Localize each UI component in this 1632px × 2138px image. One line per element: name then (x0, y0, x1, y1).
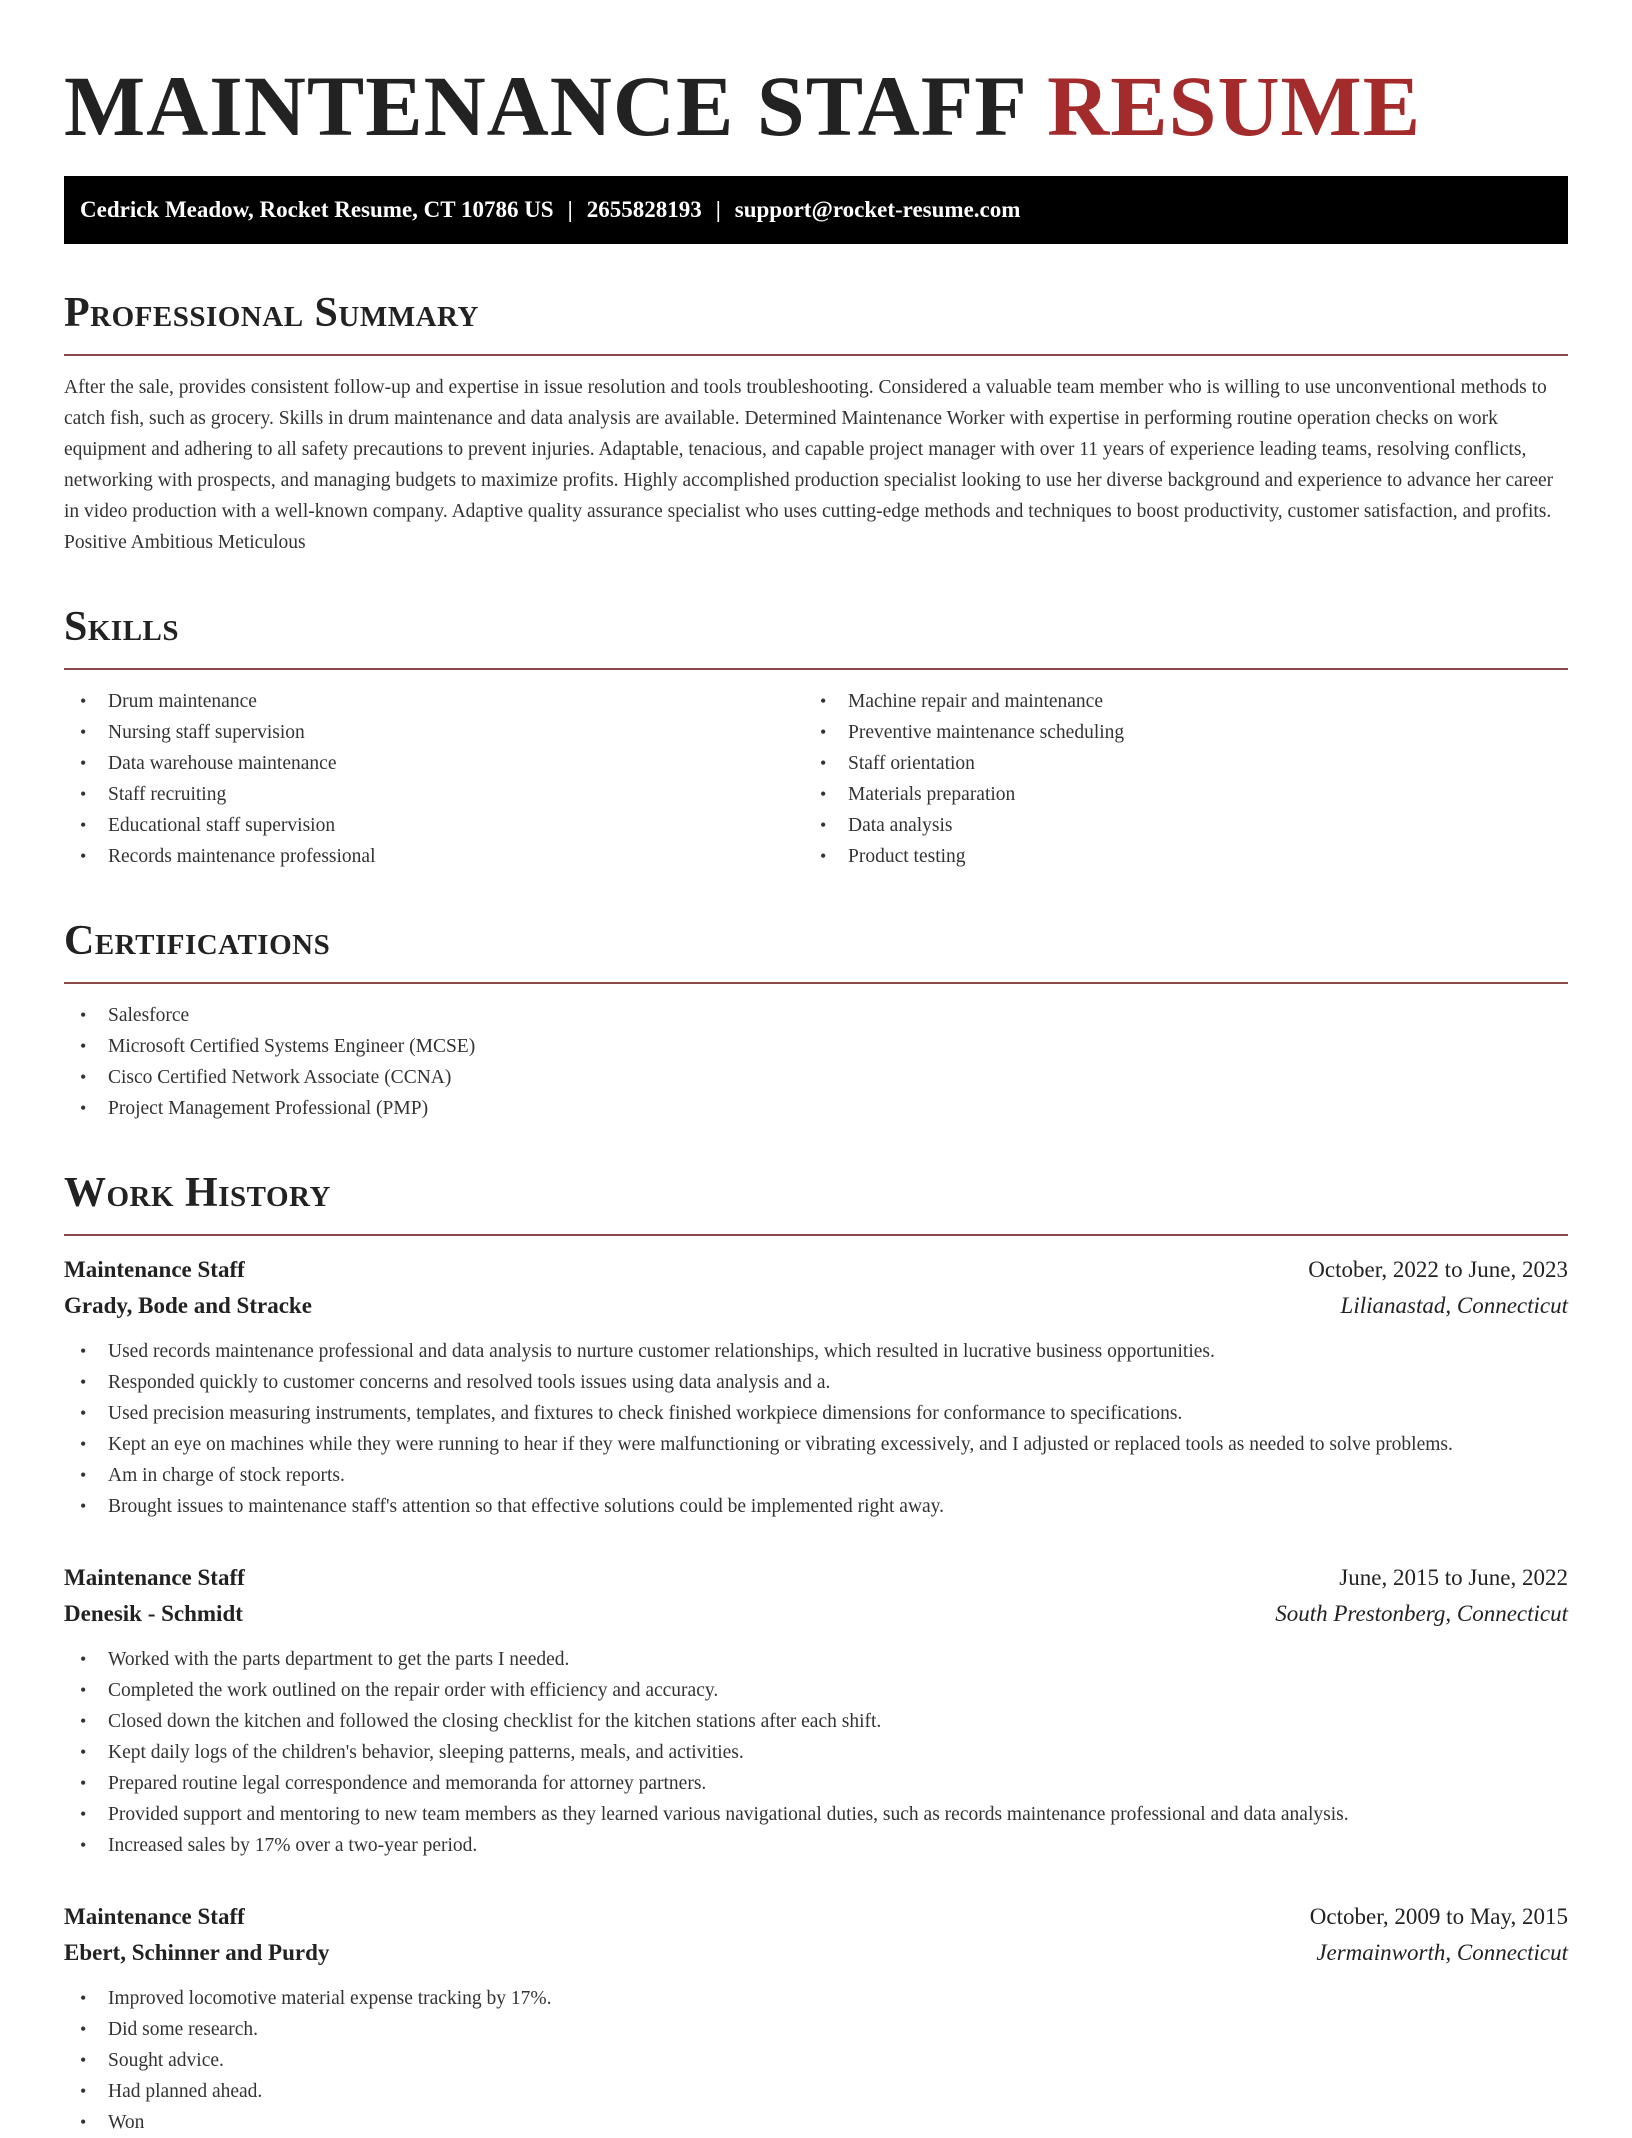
job-duties-list (64, 1336, 1568, 1522)
skill-item: • Product testing (804, 841, 1544, 872)
job-company-row (64, 1288, 1568, 1324)
job-duty-item: • Used precision measuring instruments, templates, and fixtures to check finished workpiece dimensions for conformance to specifications. (64, 1398, 1568, 1429)
skill-item: • Materials preparation (804, 779, 1544, 810)
skills-heading: Skills (64, 604, 180, 650)
job-duty-item: • Prepared routine legal correspondence and memoranda for attorney partners. (64, 1768, 1568, 1799)
job-duty-item: • Responded quickly to customer concerns and resolved tools issues using data analysis and a. (64, 1367, 1568, 1398)
job-company-row (64, 1596, 1568, 1632)
job-entry (64, 1560, 1568, 1861)
work-history-heading: Work History (64, 1170, 331, 1216)
job-duty-item: • Had planned ahead. (64, 2076, 1568, 2107)
job-duty-item: • Increased sales by 17% over a two-year period. (64, 1830, 1568, 1861)
skill-item: • Drum maintenance (64, 686, 804, 717)
contact-separator: | (567, 197, 573, 222)
certification-item: • Microsoft Certified Systems Engineer (MCSE) (64, 1031, 1568, 1062)
job-company-row (64, 1935, 1568, 1971)
job-entry (64, 1252, 1568, 1522)
job-dates: October, 2022 to June, 2023 (1308, 1257, 1568, 1282)
summary-heading: Professional Summary (64, 290, 479, 336)
job-title-row (64, 1899, 1568, 1935)
skills-columns (64, 686, 1568, 872)
skills-list-left (64, 686, 804, 872)
job-duty-item: • Sought advice. (64, 2045, 1568, 2076)
skill-item: • Data analysis (804, 810, 1544, 841)
job-duty-item: • Brought issues to maintenance staff's attention so that effective solutions could be implemented right away. (64, 1491, 1568, 1522)
contact-phone: 2655828193 (586, 197, 702, 222)
job-duty-item: • Completed the work outlined on the repair order with efficiency and accuracy. (64, 1675, 1568, 1706)
job-location: Lilianastad, Connecticut (1340, 1293, 1568, 1318)
certifications-list (64, 1000, 1568, 1124)
skill-item: • Nursing staff supervision (64, 717, 804, 748)
skills-section (64, 602, 1568, 872)
certifications-heading: Certifications (64, 918, 331, 964)
job-duty-item: • Kept an eye on machines while they were running to hear if they were malfunctioning or vibrating excessively, and I adjusted or replaced tools as needed to solve problems. (64, 1429, 1568, 1460)
job-location: Jermainworth, Connecticut (1316, 1940, 1568, 1965)
skill-item: • Records maintenance professional (64, 841, 804, 872)
job-duty-item: • Improved locomotive material expense tracking by 17%. (64, 1983, 1568, 2014)
contact-email: support@rocket-resume.com (734, 197, 1021, 222)
summary-section (64, 288, 1568, 558)
certification-item: • Cisco Certified Network Associate (CCNA) (64, 1062, 1568, 1093)
resume-title-accent: RESUME (1047, 58, 1422, 154)
job-title-row (64, 1560, 1568, 1596)
contact-separator: | (715, 197, 721, 222)
certifications-section (64, 916, 1568, 1124)
contact-address: Cedrick Meadow, Rocket Resume, CT 10786 US (80, 197, 554, 222)
section-divider (64, 1234, 1568, 1236)
skill-item: • Staff recruiting (64, 779, 804, 810)
job-title: Maintenance Staff (64, 1257, 245, 1282)
job-title: Maintenance Staff (64, 1565, 245, 1590)
job-company: Grady, Bode and Stracke (64, 1293, 312, 1318)
job-duties-list (64, 1983, 1568, 2138)
job-duties-list (64, 1644, 1568, 1861)
section-divider (64, 668, 1568, 670)
job-dates: October, 2009 to May, 2015 (1309, 1904, 1568, 1929)
skill-item: • Educational staff supervision (64, 810, 804, 841)
skill-item: • Preventive maintenance scheduling (804, 717, 1544, 748)
resume-title (64, 56, 1568, 156)
job-dates: June, 2015 to June, 2022 (1339, 1565, 1568, 1590)
skill-item: • Staff orientation (804, 748, 1544, 779)
summary-text: After the sale, provides consistent follow-up and expertise in issue resolution and tools troubleshooting. Considered a valuable team member who is willing to use unconventional methods to catch fish, such as grocery. Skills in drum maintenance and data analysis are available. Determined Maintenance Worker with expertise in performing routine operation checks on work equipment and adhering to all safety precautions to prevent injuries. Adaptable, tenacious, and capable project manager with over 11 years of experience leading teams, resolving conflicts, networking with prospects, and managing budgets to maximize profits. Highly accomplished production specialist looking to use her diverse background and experience to advance her career in video production with a well-known company. Adaptive quality assurance specialist who uses cutting-edge methods and techniques to boost productivity, customer satisfaction, and profits. Positive Ambitious Meticulous (64, 377, 1554, 553)
job-duty-item: • Kept daily logs of the children's behavior, sleeping patterns, meals, and activities. (64, 1737, 1568, 1768)
skills-list-right (804, 686, 1544, 872)
job-duty-item: • Won (64, 2107, 1568, 2138)
skill-item: • Machine repair and maintenance (804, 686, 1544, 717)
contact-bar (64, 176, 1568, 244)
job-location: South Prestonberg, Connecticut (1275, 1601, 1568, 1626)
work-history-section (64, 1168, 1568, 2138)
section-divider (64, 354, 1568, 356)
job-duty-item: • Worked with the parts department to get the parts I needed. (64, 1644, 1568, 1675)
resume-title-main: MAINTENANCE STAFF (64, 58, 1025, 154)
certification-item: • Project Management Professional (PMP) (64, 1093, 1568, 1124)
skill-item: • Data warehouse maintenance (64, 748, 804, 779)
job-duty-item: • Used records maintenance professional and data analysis to nurture customer relationships, which resulted in lucrative business opportunities. (64, 1336, 1568, 1367)
job-duty-item: • Am in charge of stock reports. (64, 1460, 1568, 1491)
job-company: Denesik - Schmidt (64, 1601, 243, 1626)
job-duty-item: • Provided support and mentoring to new team members as they learned various navigational duties, such as records maintenance professional and data analysis. (64, 1799, 1568, 1830)
job-company: Ebert, Schinner and Purdy (64, 1940, 330, 1965)
job-duty-item: • Closed down the kitchen and followed the closing checklist for the kitchen stations after each shift. (64, 1706, 1568, 1737)
certification-item: • Salesforce (64, 1000, 1568, 1031)
job-duty-item: • Did some research. (64, 2014, 1568, 2045)
job-entry (64, 1899, 1568, 2138)
job-title-row (64, 1252, 1568, 1288)
section-divider (64, 982, 1568, 984)
job-title: Maintenance Staff (64, 1904, 245, 1929)
